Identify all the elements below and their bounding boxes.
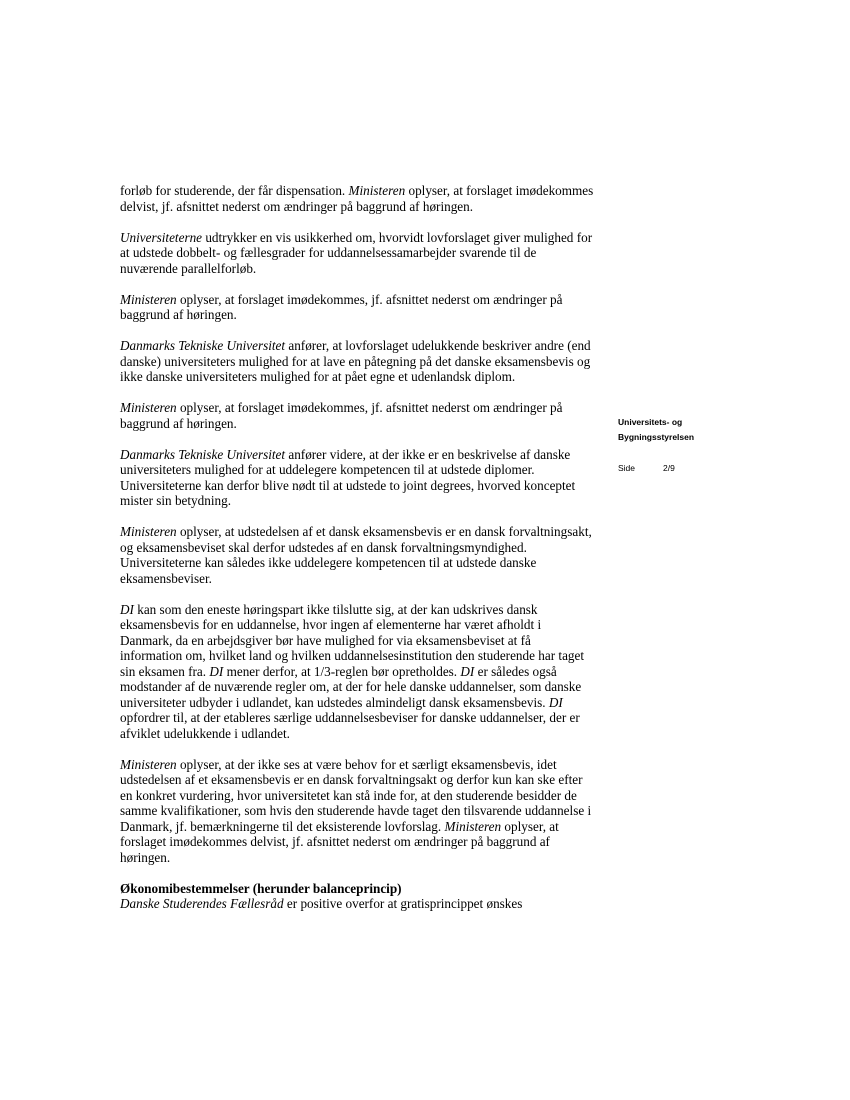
paragraph xyxy=(120,400,595,431)
party-name: DI xyxy=(548,694,563,710)
paragraph-text: anfører, at lovforslaget udelukkende beskriver andre (end danske) universiteters mulighed for at lave en påtegning på det danske eksamensbevis og ikke danske universiteters mulighed for at pået egne et udenlandsk diplom. xyxy=(120,338,591,384)
page-number: 2/9 xyxy=(663,463,675,473)
paragraph-text: oplyser, at forslaget imødekommes, jf. afsnittet nederst om ændringer på baggrund af høringen. xyxy=(120,291,563,322)
paragraph-text: kan som den eneste høringspart ikke tilslutte sig, at der kan udskrives dansk eksamensbevis for en uddannelse, hvor ingen af elementerne har været afholdt i Danmark, da en arbejdsgiver bør have mulighed for via eksamensbeviset at få information om, hvilket land og hvilken uddannelsesinstitution den studerende har taget sin eksamen fra. xyxy=(120,601,585,679)
party-name: Danske Studerendes Fællesråd xyxy=(120,896,284,911)
paragraph-final xyxy=(120,757,595,866)
paragraph-text: oplyser, at forslaget imødekommes delvist, jf. afsnittet nederst om ændringer på baggrund af høringen. xyxy=(120,818,559,865)
party-name: DI xyxy=(120,601,134,617)
paragraph xyxy=(120,447,595,509)
party-name: DI xyxy=(209,663,224,679)
party-name: Ministeren xyxy=(120,524,177,539)
paragraph-text: opfordrer til, at der etableres særlige uddannelsesbeviser for danske uddannelser, der er afviklet udelukkende i udlandet. xyxy=(120,710,580,741)
paragraph xyxy=(120,896,595,912)
paragraph-di xyxy=(120,602,595,742)
party-name: Ministeren xyxy=(120,756,177,772)
party-name: DI xyxy=(460,663,475,679)
paragraph-text: mener derfor, at 1/3-reglen bør opretholdes. xyxy=(223,663,461,679)
document-body xyxy=(120,183,595,912)
paragraph-text: forløb for studerende, der får dispensation. xyxy=(120,183,349,198)
paragraph-text: oplyser, at udstedelsen af et dansk eksamensbevis er en dansk forvaltningsakt, og eksamensbeviset skal derfor udstedes af en dansk forvaltningsmyndighed. Universiteterne kan således ikke uddelegere kompetencen til at udstede danske eksamensbeviser. xyxy=(120,524,592,586)
paragraph xyxy=(120,183,595,214)
paragraph xyxy=(120,230,595,277)
party-name: Ministeren xyxy=(348,183,406,198)
paragraph-text: anfører videre, at der ikke er en beskrivelse af danske universiteters mulighed for at uddelegere kompetencen til at udstede diplomer. Universiteterne kan derfor blive nødt til at udstede to joint degrees, hvorved konceptet mister sin betydning. xyxy=(120,446,576,508)
sidebar xyxy=(618,415,768,476)
paragraph-text: er positive overfor at gratisprincippet ønskes xyxy=(283,896,523,911)
paragraph xyxy=(120,338,595,385)
paragraph-text: oplyser, at forslaget imødekommes, jf. afsnittet nederst om ændringer på baggrund af høringen. xyxy=(120,400,563,431)
section-heading: Økonomibestemmelser (herunder balanceprincip) xyxy=(120,880,402,896)
party-name: Danmarks Tekniske Universitet xyxy=(120,338,286,353)
paragraph xyxy=(120,524,595,586)
paragraph-text: oplyser, at forslaget imødekommes delvist, jf. afsnittet nederst om ændringer på baggrund af høringen. xyxy=(120,183,594,214)
agency-name-line2: Bygningsstyrelsen xyxy=(618,432,695,442)
party-name: Ministeren xyxy=(120,291,177,307)
paragraph-text: oplyser, at der ikke ses at være behov for et særligt eksamensbevis, idet udstedelsen af et eksamensbevis er en dansk forvaltningsakt og derfor kun kan ske efter en konkret vurdering, hvor universitetet kan stå inde for, at den studerende besidder de samme kvalifikationer, som hvis den studerende havde taget den tilsvarende uddannelse i Danmark, jf. bemærkningerne til det eksisterende lovforslag. xyxy=(120,756,592,834)
agency-name-line1: Universitets- og xyxy=(618,417,683,427)
page-indicator xyxy=(618,461,768,476)
party-name: Danmarks Tekniske Universitet xyxy=(120,446,286,462)
party-name: Ministeren xyxy=(444,818,502,834)
party-name: Ministeren xyxy=(120,400,177,415)
party-name: Universiteterne xyxy=(120,229,203,245)
paragraph-text: er således også modstander af de nuværende regler om, at der for hele danske uddannelser, som danske universiteter udbyder i udlandet, kan udstedes almindeligt dansk eksamensbevis. xyxy=(120,663,582,710)
paragraph-text: udtrykker en vis usikkerhed om, hvorvidt lovforslaget giver mulighed for at udstede dobbelt- og fællesgrader for uddannelsessamarbejder svarende til de nuværende parallelforløb. xyxy=(120,229,593,276)
paragraph xyxy=(120,292,595,323)
page-label: Side xyxy=(618,463,636,473)
